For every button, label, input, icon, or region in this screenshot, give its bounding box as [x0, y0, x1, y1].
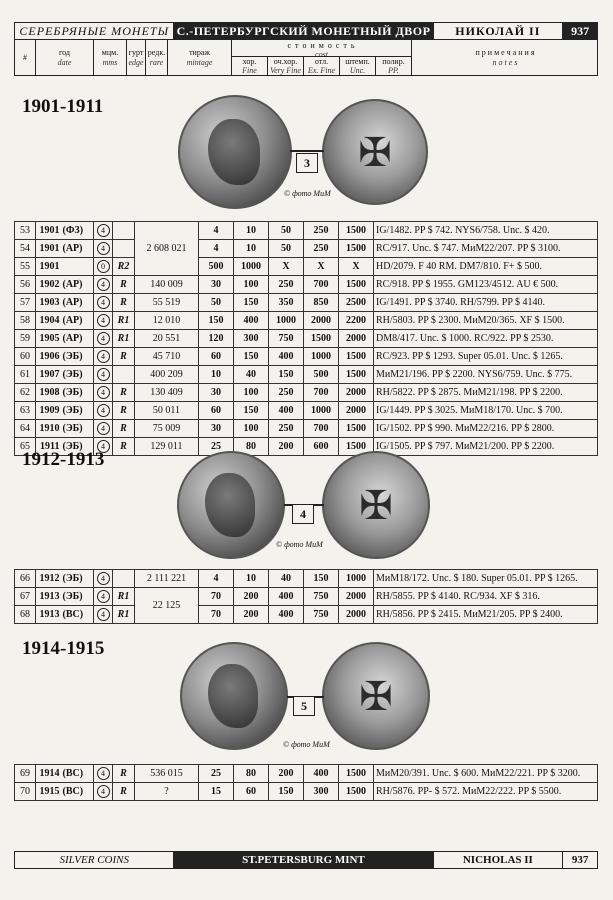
notes: RH/5855. PP $ 4140. RC/934. XF $ 316. [374, 588, 598, 606]
catalog-number: 70 [15, 783, 36, 801]
table-row [15, 258, 598, 276]
catalog-number: 53 [15, 222, 36, 240]
rarity: R [113, 420, 135, 438]
year: 1910 [36, 420, 61, 438]
notes: IG/1482. PP $ 742. NYS6/758. Unc. $ 420. [374, 222, 598, 240]
catalog-number: 67 [15, 588, 36, 606]
price-value: 1000 [304, 348, 339, 366]
coin-reverse-photo [322, 99, 428, 205]
edge-cell [94, 384, 113, 402]
year: 1913 [36, 588, 61, 606]
price-value: 250 [269, 384, 304, 402]
price-value: 80 [234, 438, 269, 456]
price-value: 80 [234, 765, 269, 783]
notes: HD/2079. F 40 RM. DM7/810. F+ $ 500. [374, 258, 598, 276]
table-row [15, 783, 598, 801]
year: 1911 [36, 438, 61, 456]
price-value: 4 [199, 222, 234, 240]
edge-type-badge: 4 [97, 332, 110, 345]
table-row [15, 366, 598, 384]
year: 1907 [36, 366, 61, 384]
price-value: 150 [199, 312, 234, 330]
price-value: 50 [269, 240, 304, 258]
coin-obverse-photo [178, 95, 292, 209]
mintmaster: (АР) [61, 312, 94, 330]
table-row [15, 348, 598, 366]
price-value: 250 [269, 276, 304, 294]
footer-ruler: NICHOLAS II [434, 852, 564, 868]
year: 1909 [36, 402, 61, 420]
notes: RH/5876. PP- $ 572. МиМ22/222. PP $ 5500. [374, 783, 598, 801]
coin-table-1914-1915 [14, 764, 598, 801]
price-value: 1500 [339, 438, 374, 456]
rarity [113, 222, 135, 240]
price-value: 30 [199, 276, 234, 294]
price-value: 600 [304, 438, 339, 456]
coin-obverse-photo [180, 642, 288, 750]
year: 1901 [36, 222, 61, 240]
edge-cell [94, 312, 113, 330]
mintage: 45 710 [135, 348, 199, 366]
edge-type-badge: 4 [97, 368, 110, 381]
table-row [15, 222, 598, 240]
edge-type-badge: 4 [97, 386, 110, 399]
price-value: 50 [269, 222, 304, 240]
edge-cell [94, 366, 113, 384]
mintage: 140 009 [135, 276, 199, 294]
price-value: 25 [199, 438, 234, 456]
header-mint-title: С.-ПЕТЕРБУРГСКИЙ МОНЕТНЫЙ ДВОР [174, 23, 433, 39]
header-ruler: НИКОЛАЙ II [434, 23, 564, 39]
notes: RC/918. PP $ 1955. GM123/4512. AU € 500. [374, 276, 598, 294]
price-value: 400 [269, 588, 304, 606]
photo-number: 3 [296, 153, 318, 173]
col-rarity: редк. rare [146, 40, 168, 75]
price-value: 40 [234, 366, 269, 384]
catalog-number: 59 [15, 330, 36, 348]
edge-cell [94, 348, 113, 366]
coin-table-1901-1911 [14, 221, 598, 456]
rarity: R2 [113, 258, 135, 276]
mintmaster: (ЭБ) [61, 438, 94, 456]
price-value: 150 [269, 366, 304, 384]
col-year: год date [36, 40, 94, 75]
rarity: R [113, 348, 135, 366]
price-value: 40 [269, 570, 304, 588]
table-row [15, 606, 598, 624]
edge-type-badge: 4 [97, 314, 110, 327]
price-value: 100 [234, 384, 269, 402]
edge-type-badge: 4 [97, 785, 110, 798]
notes: RC/923. PP $ 1293. Super 05.01. Unc. $ 1265. [374, 348, 598, 366]
price-value: 2000 [339, 402, 374, 420]
rarity [113, 240, 135, 258]
grade-column-header: хор. Fine [232, 56, 268, 75]
edge-type-badge: 4 [97, 350, 110, 363]
rarity: R [113, 402, 135, 420]
edge-cell [94, 420, 113, 438]
header-section-title: СЕРЕБРЯНЫЕ МОНЕТЫ [15, 23, 174, 39]
price-value: 1000 [234, 258, 269, 276]
edge-type-badge: 0 [97, 260, 110, 273]
edge-cell [94, 222, 113, 240]
price-value: 10 [234, 570, 269, 588]
price-value: 50 [199, 294, 234, 312]
price-value: 2500 [339, 294, 374, 312]
rarity: R1 [113, 312, 135, 330]
price-value: 100 [234, 420, 269, 438]
price-value: 2000 [339, 384, 374, 402]
table-row [15, 570, 598, 588]
price-value: 120 [199, 330, 234, 348]
coin-table-1912-1913 [14, 569, 598, 624]
edge-cell [94, 276, 113, 294]
notes: МиМ21/196. PP $ 2200. NYS6/759. Unc. $ 775. [374, 366, 598, 384]
price-value: 60 [234, 783, 269, 801]
rarity: R [113, 276, 135, 294]
rarity: R1 [113, 330, 135, 348]
catalog-number: 66 [15, 570, 36, 588]
price-value: 10 [234, 240, 269, 258]
price-value: 60 [199, 402, 234, 420]
price-value: 200 [234, 606, 269, 624]
mintage: 12 010 [135, 312, 199, 330]
footer-section-title: SILVER COINS [15, 852, 174, 868]
notes: МиМ18/172. Unc. $ 180. Super 05.01. PP $ 1265. [374, 570, 598, 588]
catalog-number: 55 [15, 258, 36, 276]
edge-type-badge: 4 [97, 224, 110, 237]
coin-reverse-photo [322, 642, 430, 750]
year: 1912 [36, 570, 61, 588]
mintmaster: (ЭБ) [61, 402, 94, 420]
col-mintage: тираж mintage [168, 40, 232, 75]
notes: RC/917. Unc. $ 747. МиМ22/207. PP $ 3100. [374, 240, 598, 258]
year: 1904 [36, 312, 61, 330]
price-value: 30 [199, 384, 234, 402]
notes: RH/5856. PP $ 2415. МиМ21/205. PP $ 2400. [374, 606, 598, 624]
notes: RH/5822. PP $ 2875. МиМ21/198. PP $ 2200. [374, 384, 598, 402]
mintage: 536 015 [135, 765, 199, 783]
price-value: 500 [304, 366, 339, 384]
table-row [15, 330, 598, 348]
mintage: 55 519 [135, 294, 199, 312]
photo-credit: © фото МиМ [283, 740, 330, 749]
portrait-icon [208, 664, 258, 728]
table-row [15, 765, 598, 783]
table-row [15, 240, 598, 258]
edge-cell [94, 783, 113, 801]
col-notes: п р и м е ч а н и я n o t e s [475, 48, 535, 67]
price-value: 700 [304, 420, 339, 438]
coin-obverse-photo [177, 451, 285, 559]
price-value: 1500 [339, 276, 374, 294]
catalog-number: 54 [15, 240, 36, 258]
price-value: 750 [304, 588, 339, 606]
edge-cell [94, 294, 113, 312]
price-value: 70 [199, 606, 234, 624]
mintage: 50 011 [135, 402, 199, 420]
col-num: # [15, 40, 36, 75]
price-value: 60 [199, 348, 234, 366]
rarity: R [113, 384, 135, 402]
price-value: X [339, 258, 374, 276]
mintmaster: (ФЗ) [61, 222, 94, 240]
mintmaster: (ЭБ) [61, 384, 94, 402]
edge-cell [94, 402, 113, 420]
eagle-icon: ✠ [359, 482, 393, 528]
mintmaster: (ВС) [61, 606, 94, 624]
price-value: 100 [234, 276, 269, 294]
edge-type-badge: 4 [97, 590, 110, 603]
portrait-icon [205, 473, 255, 537]
edge-cell [94, 570, 113, 588]
price-value: 1500 [339, 420, 374, 438]
mintmaster: (ЭБ) [61, 570, 94, 588]
price-value: 10 [199, 366, 234, 384]
price-value: 250 [304, 240, 339, 258]
mintmaster: (АР) [61, 330, 94, 348]
catalog-number: 61 [15, 366, 36, 384]
coin-reverse-photo [322, 451, 430, 559]
footer-page-number: 937 [571, 854, 589, 866]
mintage: 2 111 221 [135, 570, 199, 588]
rarity [113, 570, 135, 588]
price-value: 400 [269, 606, 304, 624]
rarity: R [113, 765, 135, 783]
catalog-number: 69 [15, 765, 36, 783]
edge-cell [94, 606, 113, 624]
year: 1913 [36, 606, 61, 624]
mintage: 2 608 021 [135, 222, 199, 276]
mintmaster: (АР) [61, 240, 94, 258]
photo-number: 4 [292, 504, 314, 524]
mintage: ? [135, 783, 199, 801]
catalog-number: 68 [15, 606, 36, 624]
rarity: R1 [113, 606, 135, 624]
grade-column-header: полир. PP. [376, 56, 412, 75]
table-row [15, 276, 598, 294]
price-value: 25 [199, 765, 234, 783]
edge-type-badge: 4 [97, 572, 110, 585]
grade-column-header: штемп. Unc. [340, 56, 376, 75]
notes: DM8/417. Unc. $ 1000. RC/922. PP $ 2530. [374, 330, 598, 348]
rarity: R1 [113, 588, 135, 606]
edge-type-badge: 4 [97, 608, 110, 621]
catalog-number: 60 [15, 348, 36, 366]
edge-cell [94, 765, 113, 783]
price-value: 850 [304, 294, 339, 312]
mintmaster: (АР) [61, 294, 94, 312]
price-value: 2000 [304, 312, 339, 330]
edge-type-badge: 4 [97, 404, 110, 417]
table-row [15, 402, 598, 420]
price-value: 10 [234, 222, 269, 240]
price-value: 150 [269, 783, 304, 801]
price-value: 1500 [339, 783, 374, 801]
year: 1908 [36, 384, 61, 402]
price-value: 400 [269, 348, 304, 366]
price-value: 700 [304, 276, 339, 294]
price-value: X [269, 258, 304, 276]
edge-cell [94, 330, 113, 348]
page-footer [14, 851, 598, 869]
grade-column-header: отл. Ex. Fine [304, 56, 340, 75]
year: 1915 [36, 783, 61, 801]
mintage: 129 011 [135, 438, 199, 456]
year: 1901 [36, 258, 61, 276]
price-value: 500 [199, 258, 234, 276]
photo-number: 5 [293, 696, 315, 716]
eagle-icon: ✠ [358, 129, 392, 175]
table-row [15, 384, 598, 402]
price-value: 250 [304, 222, 339, 240]
price-value: 1500 [339, 765, 374, 783]
mintmaster: (ВС) [61, 783, 94, 801]
photo-credit: © фото МиМ [284, 189, 331, 198]
mintage: 400 209 [135, 366, 199, 384]
year: 1903 [36, 294, 61, 312]
mintmaster: (ЭБ) [61, 588, 94, 606]
price-value: 1500 [304, 330, 339, 348]
price-value: 350 [269, 294, 304, 312]
price-value: 400 [304, 765, 339, 783]
price-value: 1500 [339, 366, 374, 384]
notes: RH/5803. PP $ 2300. МиМ20/365. XF $ 1500. [374, 312, 598, 330]
year: 1905 [36, 330, 61, 348]
edge-type-badge: 4 [97, 767, 110, 780]
catalog-number: 57 [15, 294, 36, 312]
column-header [14, 40, 598, 76]
catalog-number: 63 [15, 402, 36, 420]
footer-mint-title: ST.PETERSBURG MINT [174, 852, 433, 868]
rarity: R [113, 783, 135, 801]
mintage: 75 009 [135, 420, 199, 438]
mintage: 22 125 [135, 588, 199, 624]
mintmaster: (ЭБ) [61, 348, 94, 366]
price-value: 1500 [339, 240, 374, 258]
notes: IG/1449. PP $ 3025. МиМ18/170. Unc. $ 700. [374, 402, 598, 420]
photo-credit: © фото МиМ [276, 540, 323, 549]
price-value: 150 [234, 294, 269, 312]
edge-cell [94, 240, 113, 258]
price-value: 1000 [304, 402, 339, 420]
grade-column-header: оч.хор. Very Fine [268, 56, 304, 75]
period-heading: 1901-1911 [22, 96, 104, 117]
page-header [14, 22, 598, 40]
price-value: 1500 [339, 348, 374, 366]
year: 1901 [36, 240, 61, 258]
edge-type-badge: 4 [97, 296, 110, 309]
price-value: 2200 [339, 312, 374, 330]
table-row [15, 420, 598, 438]
price-value: 4 [199, 240, 234, 258]
price-value: 2000 [339, 606, 374, 624]
mintmaster: (АР) [61, 276, 94, 294]
price-value: 300 [304, 783, 339, 801]
year: 1902 [36, 276, 61, 294]
rarity: R [113, 294, 135, 312]
notes: IG/1502. PP $ 990. МиМ22/216. PP $ 2800. [374, 420, 598, 438]
price-value: 15 [199, 783, 234, 801]
edge-cell [94, 588, 113, 606]
price-value: 1000 [339, 570, 374, 588]
catalog-number: 58 [15, 312, 36, 330]
notes: МиМ20/391. Unc. $ 600. МиМ22/221. PP $ 3200. [374, 765, 598, 783]
photo-link-line [290, 150, 324, 152]
price-value: 200 [234, 588, 269, 606]
period-heading: 1912-1913 [22, 449, 105, 470]
price-value: 150 [234, 348, 269, 366]
year: 1906 [36, 348, 61, 366]
price-value: 150 [234, 402, 269, 420]
table-row [15, 312, 598, 330]
catalog-number: 64 [15, 420, 36, 438]
rarity: R [113, 438, 135, 456]
notes: IG/1491. PP $ 3740. RH/5799. PP $ 4140. [374, 294, 598, 312]
price-value: 750 [269, 330, 304, 348]
rarity [113, 366, 135, 384]
price-value: 300 [234, 330, 269, 348]
mintmaster: (ЭБ) [61, 366, 94, 384]
price-value: 150 [304, 570, 339, 588]
price-value: 70 [199, 588, 234, 606]
price-value: 1000 [269, 312, 304, 330]
price-value: 400 [269, 402, 304, 420]
price-value: X [304, 258, 339, 276]
price-value: 2000 [339, 330, 374, 348]
price-value: 30 [199, 420, 234, 438]
edge-type-badge: 4 [97, 278, 110, 291]
price-value: 400 [234, 312, 269, 330]
price-value: 250 [269, 420, 304, 438]
mintage: 130 409 [135, 384, 199, 402]
edge-type-badge: 4 [97, 422, 110, 435]
catalog-number: 56 [15, 276, 36, 294]
catalog-number: 62 [15, 384, 36, 402]
table-row [15, 294, 598, 312]
portrait-icon [208, 119, 260, 185]
price-value: 750 [304, 606, 339, 624]
eagle-icon: ✠ [359, 673, 393, 719]
price-value: 200 [269, 765, 304, 783]
price-value: 2000 [339, 588, 374, 606]
table-row [15, 588, 598, 606]
mintage: 20 551 [135, 330, 199, 348]
col-mint: мцм. mms [94, 40, 127, 75]
mintmaster [61, 258, 94, 276]
period-heading: 1914-1915 [22, 638, 105, 659]
year: 1914 [36, 765, 61, 783]
price-value: 4 [199, 570, 234, 588]
col-value: с т о и м о с т ь cost [232, 40, 412, 75]
edge-type-badge: 4 [97, 242, 110, 255]
header-page-number: 937 [563, 23, 597, 39]
price-value: 200 [269, 438, 304, 456]
catalog-number: 65 [15, 438, 36, 456]
price-value: 700 [304, 384, 339, 402]
col-edge: гурт edge [127, 40, 146, 75]
edge-cell [94, 258, 113, 276]
edge-type-badge: 4 [97, 440, 110, 453]
mintmaster: (ВС) [61, 765, 94, 783]
mintmaster: (ЭБ) [61, 420, 94, 438]
notes: IG/1505. PP $ 797. МиМ21/200. PP $ 2200. [374, 438, 598, 456]
price-value: 1500 [339, 222, 374, 240]
